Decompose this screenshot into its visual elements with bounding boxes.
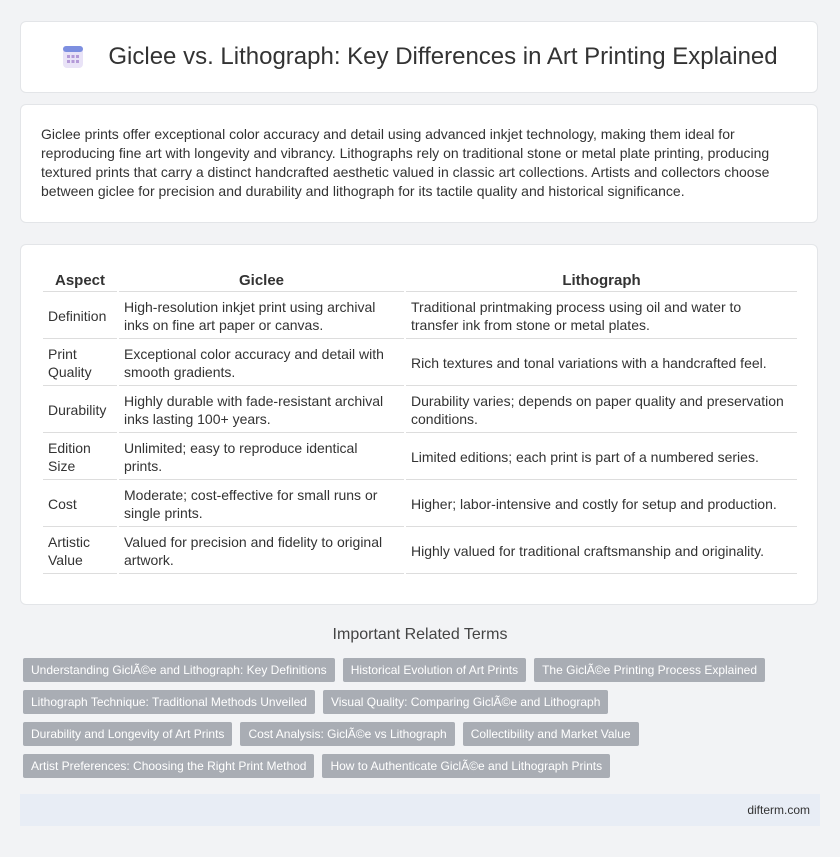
- lithograph-cell: Highly valued for traditional craftsmanship and originality.: [406, 529, 797, 574]
- related-term-link[interactable]: Historical Evolution of Art Prints: [343, 658, 526, 682]
- lithograph-cell: Traditional printmaking process using oil and water to transfer ink from stone or metal plates.: [406, 294, 797, 339]
- table-row: [43, 482, 797, 527]
- aspect-cell: Artistic Value: [43, 529, 117, 574]
- giclee-cell: Highly durable with fade-resistant archival inks lasting 100+ years.: [119, 388, 404, 433]
- giclee-cell: Moderate; cost-effective for small runs or single prints.: [119, 482, 404, 527]
- title-card: [20, 21, 818, 93]
- related-terms-title: Important Related Terms: [332, 626, 508, 643]
- header-aspect: Aspect: [43, 267, 117, 292]
- giclee-cell: High-resolution inkjet print using archival inks on fine art paper or canvas.: [119, 294, 404, 339]
- table-row: [43, 388, 797, 433]
- aspect-cell: Edition Size: [43, 435, 117, 480]
- calculator-icon: [60, 44, 86, 70]
- lithograph-cell: Limited editions; each print is part of a numbered series.: [406, 435, 797, 480]
- related-term-link[interactable]: Lithograph Technique: Traditional Methods Unveiled: [23, 690, 315, 714]
- aspect-cell: Durability: [43, 388, 117, 433]
- table-row: [43, 341, 797, 386]
- site-name[interactable]: difterm.com: [747, 803, 810, 817]
- related-term-link[interactable]: Artist Preferences: Choosing the Right Print Method: [23, 754, 314, 778]
- intro-card: [20, 104, 818, 223]
- table-row: [43, 529, 797, 574]
- header-giclee: Giclee: [119, 267, 404, 292]
- giclee-cell: Valued for precision and fidelity to original artwork.: [119, 529, 404, 574]
- giclee-cell: Unlimited; easy to reproduce identical prints.: [119, 435, 404, 480]
- related-term-link[interactable]: Collectibility and Market Value: [463, 722, 639, 746]
- aspect-cell: Print Quality: [43, 341, 117, 386]
- comparison-table: [41, 265, 799, 576]
- aspect-cell: Definition: [43, 294, 117, 339]
- footer: [20, 794, 820, 826]
- intro-text: Giclee prints offer exceptional color accuracy and detail using advanced inkjet technology, making them ideal for reproducing fine art with longevity and vibrancy. Lithographs rely on traditional stone or metal plate printing, producing textured prints that carry a distinct handcrafted aesthetic valued in classic art collections. Artists and collectors choose between giclee for precision and durability and lithograph for its tactile quality and historical significance.: [41, 126, 770, 199]
- aspect-cell: Cost: [43, 482, 117, 527]
- header-lithograph: Lithograph: [406, 267, 797, 292]
- related-terms-list: [23, 658, 823, 778]
- comparison-card: [20, 244, 818, 605]
- related-term-link[interactable]: How to Authenticate GiclÃ©e and Lithograph Prints: [322, 754, 610, 778]
- related-term-link[interactable]: Visual Quality: Comparing GiclÃ©e and Lithograph: [323, 690, 608, 714]
- related-term-link[interactable]: The GiclÃ©e Printing Process Explained: [534, 658, 765, 682]
- related-term-link[interactable]: Cost Analysis: GiclÃ©e vs Lithograph: [240, 722, 454, 746]
- lithograph-cell: Higher; labor-intensive and costly for setup and production.: [406, 482, 797, 527]
- related-term-link[interactable]: Understanding GiclÃ©e and Lithograph: Key Definitions: [23, 658, 335, 682]
- table-row: [43, 294, 797, 339]
- page-title: Giclee vs. Lithograph: Key Differences in Art Printing Explained: [108, 43, 778, 70]
- giclee-cell: Exceptional color accuracy and detail with smooth gradients.: [119, 341, 404, 386]
- lithograph-cell: Rich textures and tonal variations with a handcrafted feel.: [406, 341, 797, 386]
- table-row: [43, 435, 797, 480]
- table-header-row: [43, 267, 797, 292]
- related-term-link[interactable]: Durability and Longevity of Art Prints: [23, 722, 232, 746]
- lithograph-cell: Durability varies; depends on paper quality and preservation conditions.: [406, 388, 797, 433]
